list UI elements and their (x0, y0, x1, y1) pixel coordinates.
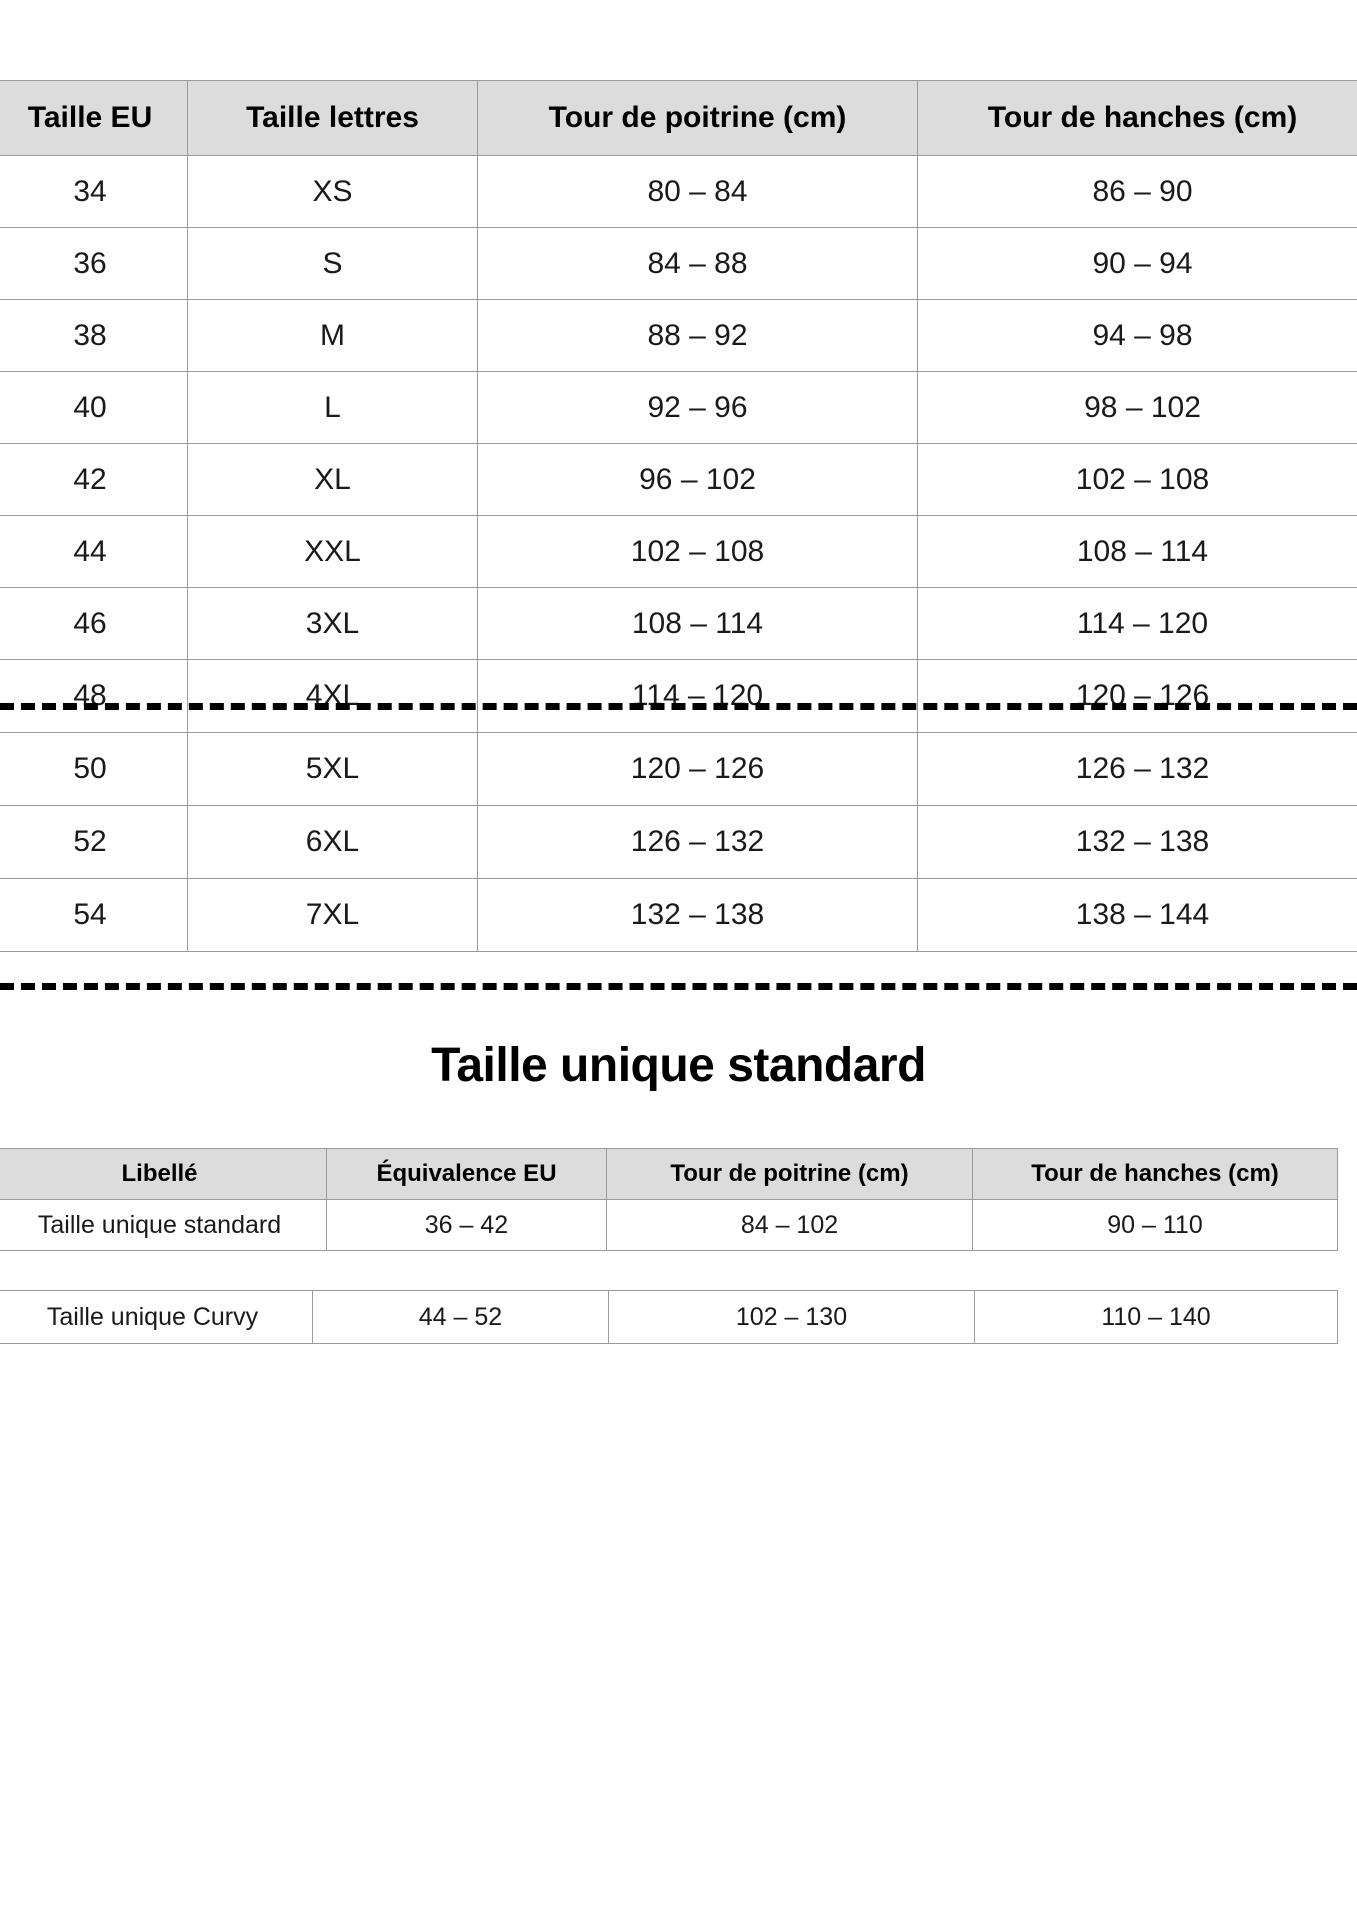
cell-libelle: Taille unique Curvy (0, 1291, 313, 1344)
column-header-tour-de-poitrine: Tour de poitrine (cm) (478, 81, 918, 156)
cell-tour-de-poitrine: 108 – 114 (478, 588, 918, 660)
cell-tour-de-poitrine: 114 – 120 (478, 660, 918, 733)
column-header-equivalence-eu: Équivalence EU (327, 1149, 607, 1200)
cell-tour-de-hanches: 138 – 144 (918, 879, 1357, 952)
cell-equivalence-eu: 36 – 42 (327, 1200, 607, 1251)
table-row (0, 300, 1357, 372)
unique-size-table-container (0, 1148, 1337, 1251)
size-chart-table-container (0, 80, 1357, 952)
column-header-libelle: Libellé (0, 1149, 327, 1200)
cell-tour-de-poitrine: 88 – 92 (478, 300, 918, 372)
cell-tour-de-poitrine: 102 – 108 (478, 516, 918, 588)
cell-tour-de-hanches: 90 – 94 (918, 228, 1357, 300)
cell-tour-de-hanches: 120 – 126 (918, 660, 1357, 733)
cell-tour-de-poitrine: 120 – 126 (478, 733, 918, 806)
column-header-tour-de-hanches: Tour de hanches (cm) (973, 1149, 1338, 1200)
cell-tour-de-poitrine: 102 – 130 (609, 1291, 975, 1344)
size-chart-table (0, 80, 1357, 952)
column-header-tour-de-poitrine: Tour de poitrine (cm) (607, 1149, 973, 1200)
cell-tour-de-poitrine: 84 – 102 (607, 1200, 973, 1251)
cell-tour-de-hanches: 108 – 114 (918, 516, 1357, 588)
cell-tour-de-hanches: 102 – 108 (918, 444, 1357, 516)
table-row (0, 1291, 1338, 1344)
cell-taille-lettres: XXL (188, 516, 478, 588)
cell-taille-eu: 34 (0, 156, 188, 228)
cell-taille-lettres: 4XL (188, 660, 478, 733)
cell-taille-eu: 42 (0, 444, 188, 516)
cell-taille-lettres: 3XL (188, 588, 478, 660)
cell-tour-de-hanches: 132 – 138 (918, 806, 1357, 879)
table-row (0, 588, 1357, 660)
cell-taille-eu: 54 (0, 879, 188, 952)
page-title: Taille unique standard (431, 1039, 926, 1092)
cell-taille-eu: 46 (0, 588, 188, 660)
column-header-taille-lettres: Taille lettres (188, 81, 478, 156)
table-row (0, 733, 1357, 806)
cell-taille-lettres: 7XL (188, 879, 478, 952)
cell-tour-de-hanches: 126 – 132 (918, 733, 1357, 806)
cell-tour-de-hanches: 90 – 110 (973, 1200, 1338, 1251)
cell-taille-eu: 40 (0, 372, 188, 444)
curvy-size-table-container (0, 1290, 1337, 1344)
curvy-size-table (0, 1290, 1338, 1344)
cell-equivalence-eu: 44 – 52 (313, 1291, 609, 1344)
table-row (0, 372, 1357, 444)
table-row (0, 806, 1357, 879)
cell-taille-lettres: M (188, 300, 478, 372)
table-row (0, 444, 1357, 516)
cell-taille-lettres: XS (188, 156, 478, 228)
table-header-row (0, 1149, 1338, 1200)
cell-taille-lettres: 6XL (188, 806, 478, 879)
cell-taille-lettres: 5XL (188, 733, 478, 806)
cell-taille-eu: 50 (0, 733, 188, 806)
cell-taille-lettres: L (188, 372, 478, 444)
cell-taille-lettres: S (188, 228, 478, 300)
cell-taille-lettres: XL (188, 444, 478, 516)
cell-tour-de-poitrine: 84 – 88 (478, 228, 918, 300)
cell-tour-de-poitrine: 132 – 138 (478, 879, 918, 952)
cell-tour-de-poitrine: 126 – 132 (478, 806, 918, 879)
cell-tour-de-poitrine: 96 – 102 (478, 444, 918, 516)
cell-tour-de-hanches: 110 – 140 (975, 1291, 1338, 1344)
cell-tour-de-hanches: 114 – 120 (918, 588, 1357, 660)
cell-taille-eu: 38 (0, 300, 188, 372)
cell-taille-eu: 36 (0, 228, 188, 300)
table-row (0, 516, 1357, 588)
unique-size-table (0, 1148, 1338, 1251)
table-row (0, 1200, 1338, 1251)
cell-tour-de-poitrine: 80 – 84 (478, 156, 918, 228)
cell-taille-eu: 52 (0, 806, 188, 879)
cell-libelle: Taille unique standard (0, 1200, 327, 1251)
cell-tour-de-hanches: 98 – 102 (918, 372, 1357, 444)
column-header-taille-eu: Taille EU (0, 81, 188, 156)
table-row (0, 879, 1357, 952)
cell-tour-de-hanches: 86 – 90 (918, 156, 1357, 228)
dashed-separator-bottom (0, 983, 1357, 990)
cell-tour-de-poitrine: 92 – 96 (478, 372, 918, 444)
table-row (0, 660, 1357, 733)
table-row (0, 156, 1357, 228)
table-row (0, 228, 1357, 300)
column-header-tour-de-hanches: Tour de hanches (cm) (918, 81, 1357, 156)
dashed-separator-top (0, 703, 1357, 710)
cell-taille-eu: 44 (0, 516, 188, 588)
cell-tour-de-hanches: 94 – 98 (918, 300, 1357, 372)
cell-taille-eu: 48 (0, 660, 188, 733)
table-header-row (0, 81, 1357, 156)
